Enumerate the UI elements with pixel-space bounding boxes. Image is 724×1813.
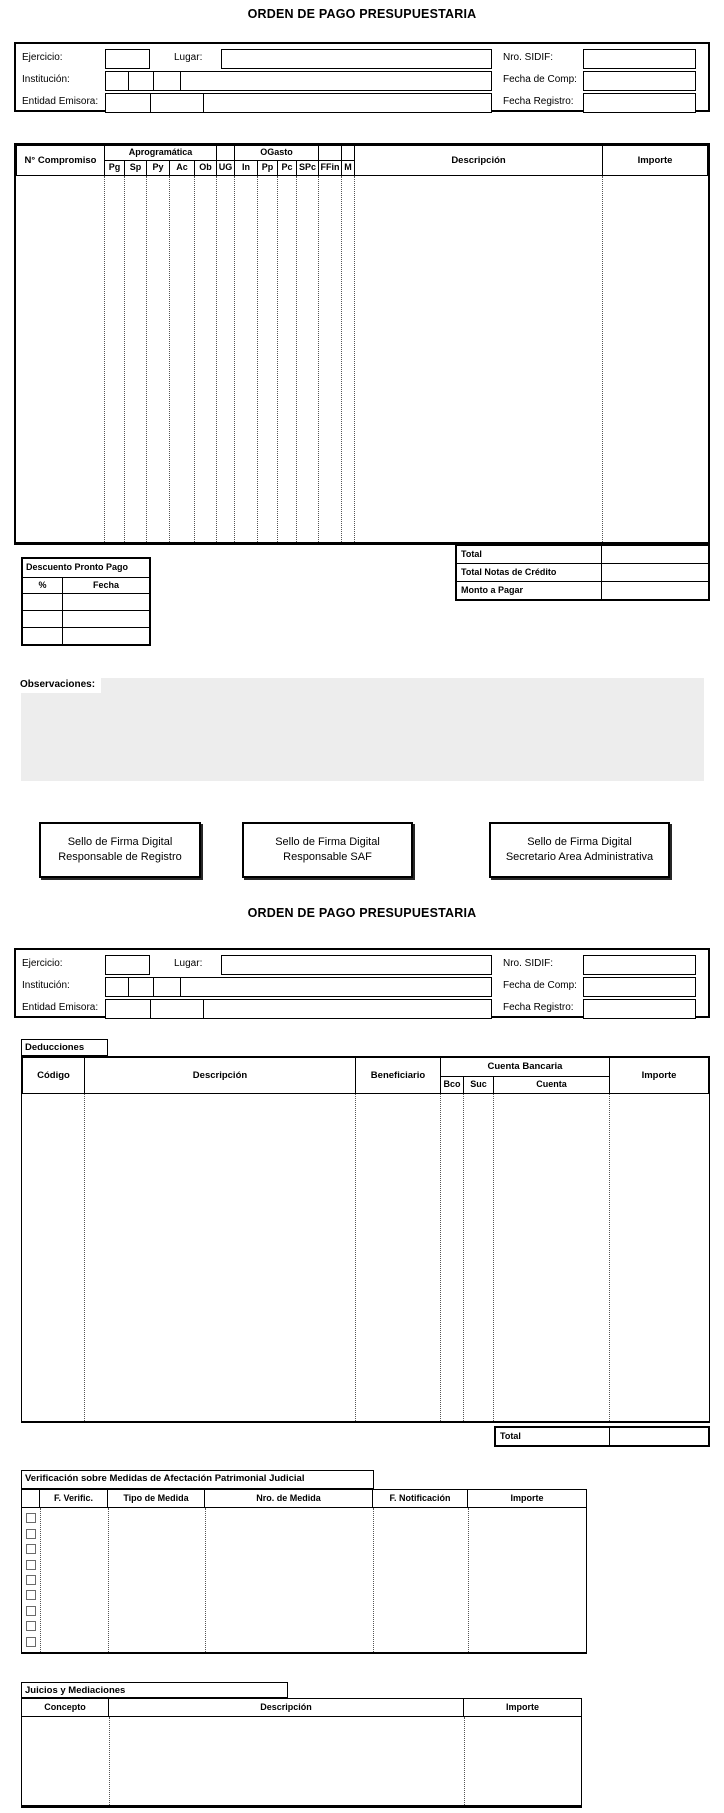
verification-checkbox[interactable] (26, 1575, 36, 1585)
column-divider (602, 176, 603, 542)
deductions-body (22, 1094, 709, 1421)
ejercicio-label: Ejercicio: (22, 52, 63, 63)
header-box-2 (14, 948, 710, 1018)
column-divider (463, 1094, 464, 1421)
total-notas-credito-value-cell (602, 564, 709, 582)
column-divider (464, 1717, 465, 1805)
col-py: Py (147, 161, 170, 176)
field-divider (154, 72, 181, 90)
institucion-label: Institución: (22, 980, 70, 991)
col-ob: Ob (195, 161, 217, 176)
column-divider (108, 1508, 109, 1652)
ejercicio-input-2[interactable] (105, 955, 150, 975)
lugar-input[interactable] (221, 49, 492, 69)
column-divider (440, 1094, 441, 1421)
nro-sidif-input[interactable] (583, 49, 696, 69)
total-value-cell (602, 546, 709, 564)
discount-pct-cell[interactable] (23, 628, 63, 645)
discount-fecha-cell[interactable] (63, 594, 150, 611)
fecha-comp-label: Fecha de Comp: (503, 74, 577, 85)
col-ac: Ac (170, 161, 195, 176)
fecha-registro-label: Fecha Registro: (503, 1002, 574, 1013)
col-codigo: Código (23, 1058, 85, 1094)
institucion-input[interactable] (105, 71, 492, 91)
monto-a-pagar-value-cell (602, 582, 709, 600)
col-pg: Pg (105, 161, 125, 176)
col-sp: Sp (125, 161, 147, 176)
col-importe: Importe (505, 1702, 539, 1712)
group-aprogramatica: Aprogramática (105, 146, 217, 161)
col-in: In (235, 161, 258, 176)
deductions-total-row (494, 1426, 710, 1447)
col-spc: SPc (297, 161, 319, 176)
deductions-table (21, 1056, 710, 1423)
col-descripcion: Descripción (355, 146, 603, 176)
signature-box-responsable-saf (242, 822, 413, 878)
nro-sidif-label: Nro. SIDIF: (503, 52, 554, 63)
budget-lines-header (16, 145, 708, 176)
column-divider (318, 176, 319, 542)
institucion-label: Institución: (22, 74, 70, 85)
discount-fecha-cell[interactable] (63, 628, 150, 645)
column-divider (169, 176, 170, 542)
signature-line: Sello de Firma Digital (67, 835, 173, 848)
column-divider (373, 1508, 374, 1652)
institucion-input-2[interactable] (105, 977, 492, 997)
signature-line: Responsable SAF (283, 851, 372, 863)
col-importe: Importe (610, 1058, 709, 1094)
col-descripcion: Descripción (85, 1058, 356, 1094)
entidad-emisora-input-2[interactable] (105, 999, 492, 1019)
verification-checkbox[interactable] (26, 1529, 36, 1539)
total-label: Total (457, 546, 602, 564)
col-nro-medida: Nro. de Medida (205, 1490, 373, 1507)
col-suc: Suc (464, 1077, 494, 1094)
fecha-registro-input-2[interactable] (583, 999, 696, 1019)
discount-pct-header: % (23, 578, 63, 594)
group-ogasto: OGasto (235, 146, 319, 161)
verification-checkbox[interactable] (26, 1544, 36, 1554)
verification-checkbox[interactable] (26, 1621, 36, 1631)
verification-checkbox[interactable] (26, 1606, 36, 1616)
discount-pct-cell[interactable] (23, 594, 63, 611)
column-divider (194, 176, 195, 542)
col-ffin: FFin (319, 161, 342, 176)
col-pc: Pc (278, 161, 297, 176)
col-importe: Importe (510, 1493, 544, 1503)
column-divider (341, 176, 342, 542)
total-notas-credito-label: Total Notas de Crédito (457, 564, 602, 582)
page-title-2: ORDEN DE PAGO PRESUPUESTARIA (247, 906, 477, 920)
lawsuits-section-label: Juicios y Mediaciones (21, 1682, 288, 1698)
deductions-total-value-cell (610, 1428, 709, 1446)
lugar-label: Lugar: (174, 52, 203, 63)
empty-header-cell (319, 146, 342, 161)
observations-label: Observaciones: (20, 678, 101, 693)
ejercicio-input[interactable] (105, 49, 150, 69)
field-divider (106, 1000, 151, 1018)
checkbox-column-header (22, 1490, 40, 1507)
judicial-verification-table (21, 1489, 587, 1654)
col-f-verific: F. Verific. (40, 1490, 108, 1507)
verification-checkbox[interactable] (26, 1637, 36, 1647)
ejercicio-label: Ejercicio: (22, 958, 63, 969)
verification-checkbox[interactable] (26, 1513, 36, 1523)
col-importe: Importe (603, 146, 708, 176)
column-divider (355, 1094, 356, 1421)
lawsuits-header (22, 1699, 581, 1717)
column-divider (257, 176, 258, 542)
header-box-1 (14, 42, 710, 112)
column-divider (609, 1094, 610, 1421)
judicial-verification-section-label: Verificación sobre Medidas de Afectación Patrimonial Judicial (21, 1470, 374, 1489)
discount-fecha-cell[interactable] (63, 611, 150, 628)
field-divider (129, 72, 154, 90)
budget-lines-body (16, 176, 708, 542)
discount-title: Descuento Pronto Pago (23, 559, 150, 578)
nro-sidif-input-2[interactable] (583, 955, 696, 975)
col-bco: Bco (441, 1077, 464, 1094)
lugar-label: Lugar: (174, 958, 203, 969)
judicial-verification-header (22, 1490, 586, 1508)
lugar-input-2[interactable] (221, 955, 492, 975)
col-f-notificacion: F. Notificación (373, 1490, 468, 1507)
signature-box-responsable-registro (39, 822, 201, 878)
col-beneficiario: Beneficiario (356, 1058, 441, 1094)
fecha-comp-label: Fecha de Comp: (503, 980, 577, 991)
monto-a-pagar-label: Monto a Pagar (457, 582, 602, 600)
entidad-emisora-label: Entidad Emisora: (22, 96, 99, 107)
col-cuenta: Cuenta (494, 1077, 610, 1094)
budget-lines-table (14, 143, 710, 545)
verification-checkbox[interactable] (26, 1560, 36, 1570)
col-descripcion: Descripción (109, 1699, 464, 1716)
early-payment-discount-table (21, 557, 151, 646)
column-divider (468, 1508, 469, 1652)
verification-checkbox-column (22, 1508, 40, 1652)
nro-sidif-label: Nro. SIDIF: (503, 958, 554, 969)
deductions-section-label: Deducciones (21, 1039, 108, 1056)
discount-fecha-header: Fecha (63, 578, 150, 594)
deductions-total-label: Total (496, 1428, 610, 1446)
discount-pct-cell[interactable] (23, 611, 63, 628)
field-divider (151, 1000, 204, 1018)
fecha-registro-input[interactable] (583, 93, 696, 113)
col-compromiso: N° Compromiso (17, 146, 105, 176)
column-divider (109, 1717, 110, 1805)
col-concepto: Concepto (22, 1699, 109, 1716)
col-pp: Pp (258, 161, 278, 176)
field-divider (106, 72, 129, 90)
observations-area[interactable] (21, 678, 704, 781)
totals-table (455, 544, 710, 601)
signature-box-secretario (489, 822, 670, 878)
page-title: ORDEN DE PAGO PRESUPUESTARIA (247, 7, 477, 21)
column-divider (234, 176, 235, 542)
col-tipo-medida: Tipo de Medida (108, 1490, 205, 1507)
lawsuits-table (21, 1698, 582, 1808)
lawsuits-body (22, 1717, 581, 1805)
col-m: M (342, 161, 355, 176)
empty-header-cell (342, 146, 355, 161)
fecha-comp-input[interactable] (583, 71, 696, 91)
column-divider (277, 176, 278, 542)
field-divider (154, 978, 181, 996)
column-divider (296, 176, 297, 542)
field-divider (151, 94, 204, 112)
signature-line: Sello de Firma Digital (527, 835, 632, 848)
field-divider (129, 978, 154, 996)
entidad-emisora-label: Entidad Emisora: (22, 1002, 99, 1013)
column-divider (354, 176, 355, 542)
entidad-emisora-input[interactable] (105, 93, 492, 113)
column-divider (84, 1094, 85, 1421)
empty-header-cell (217, 146, 235, 161)
judicial-verification-body (22, 1508, 586, 1652)
column-divider (493, 1094, 494, 1421)
column-divider (124, 176, 125, 542)
fecha-registro-label: Fecha Registro: (503, 96, 574, 107)
signature-line: Responsable de Registro (58, 851, 182, 863)
verification-checkbox[interactable] (26, 1590, 36, 1600)
column-divider (40, 1508, 41, 1652)
field-divider (106, 978, 129, 996)
group-cuenta-bancaria: Cuenta Bancaria (441, 1058, 610, 1077)
column-divider (146, 176, 147, 542)
column-divider (216, 176, 217, 542)
column-divider (104, 176, 105, 542)
col-ug: UG (217, 161, 235, 176)
fecha-comp-input-2[interactable] (583, 977, 696, 997)
signature-line: Sello de Firma Digital (275, 835, 380, 848)
column-divider (205, 1508, 206, 1652)
signature-line: Secretario Area Administrativa (505, 851, 654, 863)
field-divider (106, 94, 151, 112)
